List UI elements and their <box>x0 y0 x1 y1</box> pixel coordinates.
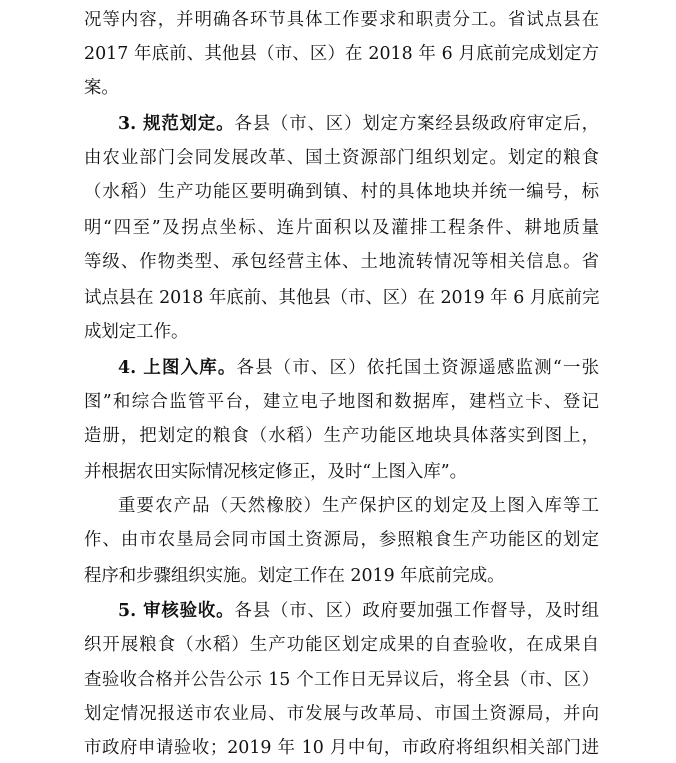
paragraph-line: 造册，把划定的粮食（水稻）生产功能区地块具体落实到图上， <box>84 426 599 446</box>
paragraph-line: 案。 <box>84 78 119 98</box>
paragraph-line: 织开展粮食（水稻）生产功能区划定成果的自查验收，在成果自 <box>84 635 599 655</box>
paragraph-line: 等级、作物类型、承包经营主体、土地流转情况等相关信息。省 <box>84 252 599 272</box>
paragraph-line: 2017 年底前、其他县（市、区）在 2018 年 6 月底前完成划定方 <box>84 44 599 64</box>
paragraph-line <box>118 109 599 139</box>
paragraph-line: 程序和步骤组织实施。划定工作在 2019 年底前完成。 <box>84 566 505 586</box>
section-heading-review-acceptance: 5. 审核验收。 <box>118 601 235 621</box>
paragraph-line: 成划定工作。 <box>84 322 189 342</box>
paragraph-line: 作、由市农垦局会同市国土资源局，参照粮食生产功能区的划定 <box>84 530 599 550</box>
paragraph-line: 试点县在 2018 年底前、其他县（市、区）在 2019 年 6 月底前完 <box>84 288 599 308</box>
paragraph-line: 况等内容，并明确各环节具体工作要求和职责分工。省试点县在 <box>84 10 599 30</box>
paragraph-text: 各县（市、区）政府要加强工作督导，及时组 <box>234 601 599 621</box>
paragraph-line: 划定情况报送市农业局、市发展与改革局、市国土资源局，并向 <box>84 704 599 724</box>
paragraph-line: （水稻）生产功能区要明确到镇、村的具体地块并统一编号，标 <box>84 182 599 202</box>
paragraph-text: 各县（市、区）划定方案经县级政府审定后， <box>234 114 599 134</box>
paragraph-line: 由农业部门会同发展改革、国土资源部门组织划定。划定的粮食 <box>84 148 599 168</box>
paragraph-line: 并根据农田实际情况核定修正，及时“上图入库”。 <box>84 462 467 482</box>
paragraph-line <box>118 353 599 383</box>
section-heading-standardize: 3. 规范划定。 <box>118 114 235 134</box>
paragraph-line: 图”和综合监管平台，建立电子地图和数据库，建档立卡、登记 <box>84 392 599 412</box>
paragraph-line: 查验收合格并公告公示 15 个工作日无异议后，将全县（市、区） <box>84 670 599 690</box>
paragraph-line: 明“四至”及拐点坐标、连片面积以及灌排工程条件、耕地质量 <box>84 218 599 238</box>
section-heading-map-database: 4. 上图入库。 <box>118 358 237 378</box>
paragraph-line <box>118 596 599 626</box>
paragraph-line: 市政府申请验收；2019 年 10 月中旬，市政府将组织相关部门进 <box>84 738 599 758</box>
paragraph-line: 重要农产品（天然橡胶）生产保护区的划定及上图入库等工 <box>118 496 599 516</box>
paragraph-text: 各县（市、区）依托国土资源遥感监测“一张 <box>236 358 599 378</box>
